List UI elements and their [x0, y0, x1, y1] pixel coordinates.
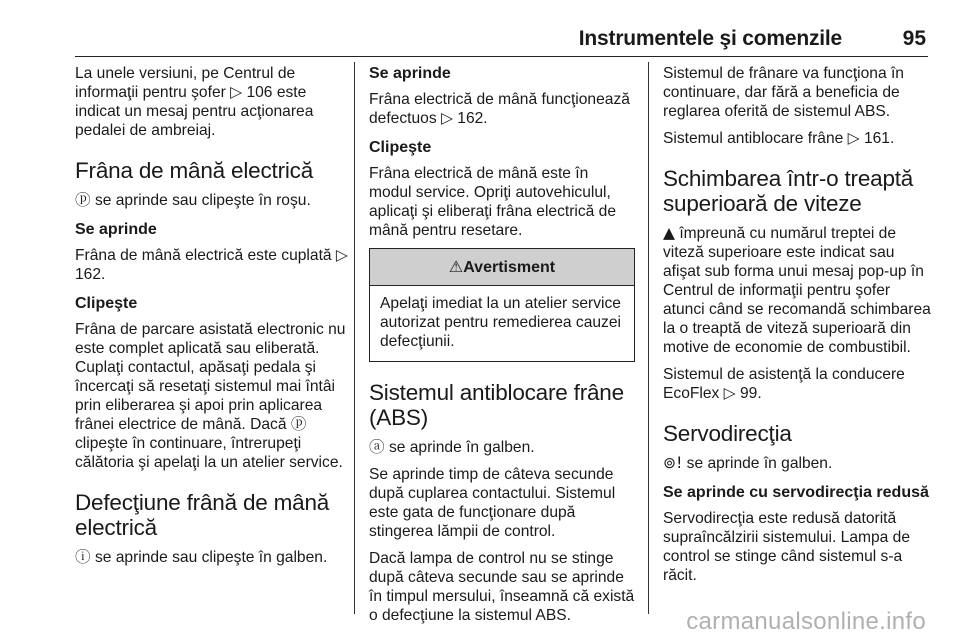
page-number: 95: [902, 27, 926, 50]
epb-fault-icon: ⓘ: [75, 548, 91, 566]
upshift-arrow-icon: ▲: [663, 224, 675, 242]
upshift-paragraph: [663, 224, 931, 357]
aprinde-2-paragraph: Frâna electrică de mână funcţionează defectuos ▷ 162.: [369, 91, 630, 127]
warning-text: Apelaţi imediat la un atelier service autorizat pentru remedierea cauzei defecţiunii.: [380, 295, 621, 350]
heading-se-aprinde: Se aprinde: [75, 221, 157, 238]
power-steering-icon: ⊚!: [663, 454, 683, 472]
parking-brake-icon: ⓟ: [75, 191, 91, 209]
abs-paragraph-2: Se aprinde timp de câteva secunde după cuplarea contactului. Sistemul este gata de funcţionare după stingerea lămpii de control.: [369, 466, 616, 540]
heading-clipeste: Clipeşte: [75, 295, 138, 312]
column-divider-1: [354, 62, 355, 614]
heading-upshift: Schimbarea într-o treaptă superioară de viteze: [663, 166, 914, 216]
header-divider: [75, 56, 928, 57]
parking-brake-icon: ⓟ: [290, 415, 307, 433]
clipeste-paragraph: [75, 320, 349, 472]
aprinde-paragraph: Frâna de mână electrică este cuplată ▷ 162.: [75, 247, 348, 283]
abs-reference: Sistemul antiblocare frâne ▷ 161.: [663, 130, 895, 147]
clipeste-text-b: clipeşte în continuare, întrerupeţi călătoria şi apelaţi la un atelier service.: [75, 435, 343, 471]
column-divider-2: [648, 62, 649, 614]
column-3: [663, 64, 931, 593]
watermark: carmanualsonline.info: [686, 608, 926, 635]
column-2: [369, 64, 635, 633]
defect-paragraph: [75, 548, 349, 567]
heading-se-aprinde-2: Se aprinde: [369, 65, 451, 82]
defect-text: se aprinde sau clipeşte în galben.: [90, 549, 328, 566]
column-1: [75, 64, 349, 575]
warning-box: [369, 248, 635, 362]
upshift-text: împreună cu numărul treptei de viteză superioare este indicat sau afişat sub forma unui mesaj pop-up în Centrul de informaţii pentru şofer atunci când se recomandă schimbarea la o treaptă de viteză superioară din motive de economie de combustibil.: [663, 225, 931, 356]
abs-text: se aprinde în galben.: [384, 439, 535, 456]
servo-text: se aprinde în galben.: [682, 455, 833, 472]
abs-paragraph: [369, 438, 635, 457]
abs-continue-paragraph: Sistemul de frânare va funcţiona în continuare, dar fără a beneficia de reglarea oferită de sistemul ABS.: [663, 65, 904, 120]
ecoflex-reference: Sistemul de asistenţă la conducere EcoFlex ▷ 99.: [663, 366, 905, 402]
abs-icon: ⓐ: [369, 438, 385, 456]
heading-epb-fault: Defecţiune frână de mână electrică: [75, 490, 330, 540]
clipeste-2-paragraph: Frâna electrică de mână este în modul service. Opriţi autovehiculul, aplicaţi şi eliberaţi frâna electrică de mână pentru resetare.: [369, 165, 617, 239]
heading-reduced-steering: Se aprinde cu servodirecţia redusă: [663, 484, 929, 501]
heading-clipeste-2: Clipeşte: [369, 139, 432, 156]
heading-abs: Sistemul antiblocare frâne (ABS): [369, 380, 624, 430]
abs-paragraph-3: Dacă lampa de control nu se stinge după câteva secunde sau se aprinde în timpul mersului, înseamnă că există o defecţiune la sistemul ABS.: [369, 550, 635, 624]
epb-paragraph: [75, 191, 349, 210]
intro-paragraph: La unele versiuni, pe Centrul de informaţii pentru şofer ▷ 106 este indicat un mesaj pentru acţionarea pedalei de ambreiaj.: [75, 65, 314, 139]
reduced-steering-paragraph: Servodirecţia este redusă datorită supraîncălzirii sistemului. Lampa de control se stinge când sistemul s-a răcit.: [663, 510, 911, 584]
warning-title: ⚠Avertisment: [370, 249, 634, 286]
heading-electric-parking-brake: Frâna de mână electrică: [75, 158, 314, 183]
epb-text: se aprinde sau clipeşte în roşu.: [90, 192, 311, 209]
heading-power-steering: Servodirecţia: [663, 421, 792, 446]
page-title: Instrumentele şi comenzile: [578, 27, 842, 50]
clipeste-text-a: Frâna de parcare asistată electronic nu este complet aplicată sau eliberată. Cuplaţi contactul, apăsaţi pedala şi încercaţi să resetaţi sistemul mai întâi prin eliberarea şi apoi prin aplicarea frânei electrice de mână. Dacă: [75, 321, 346, 433]
servo-paragraph: [663, 454, 931, 473]
page-header: [0, 0, 960, 52]
